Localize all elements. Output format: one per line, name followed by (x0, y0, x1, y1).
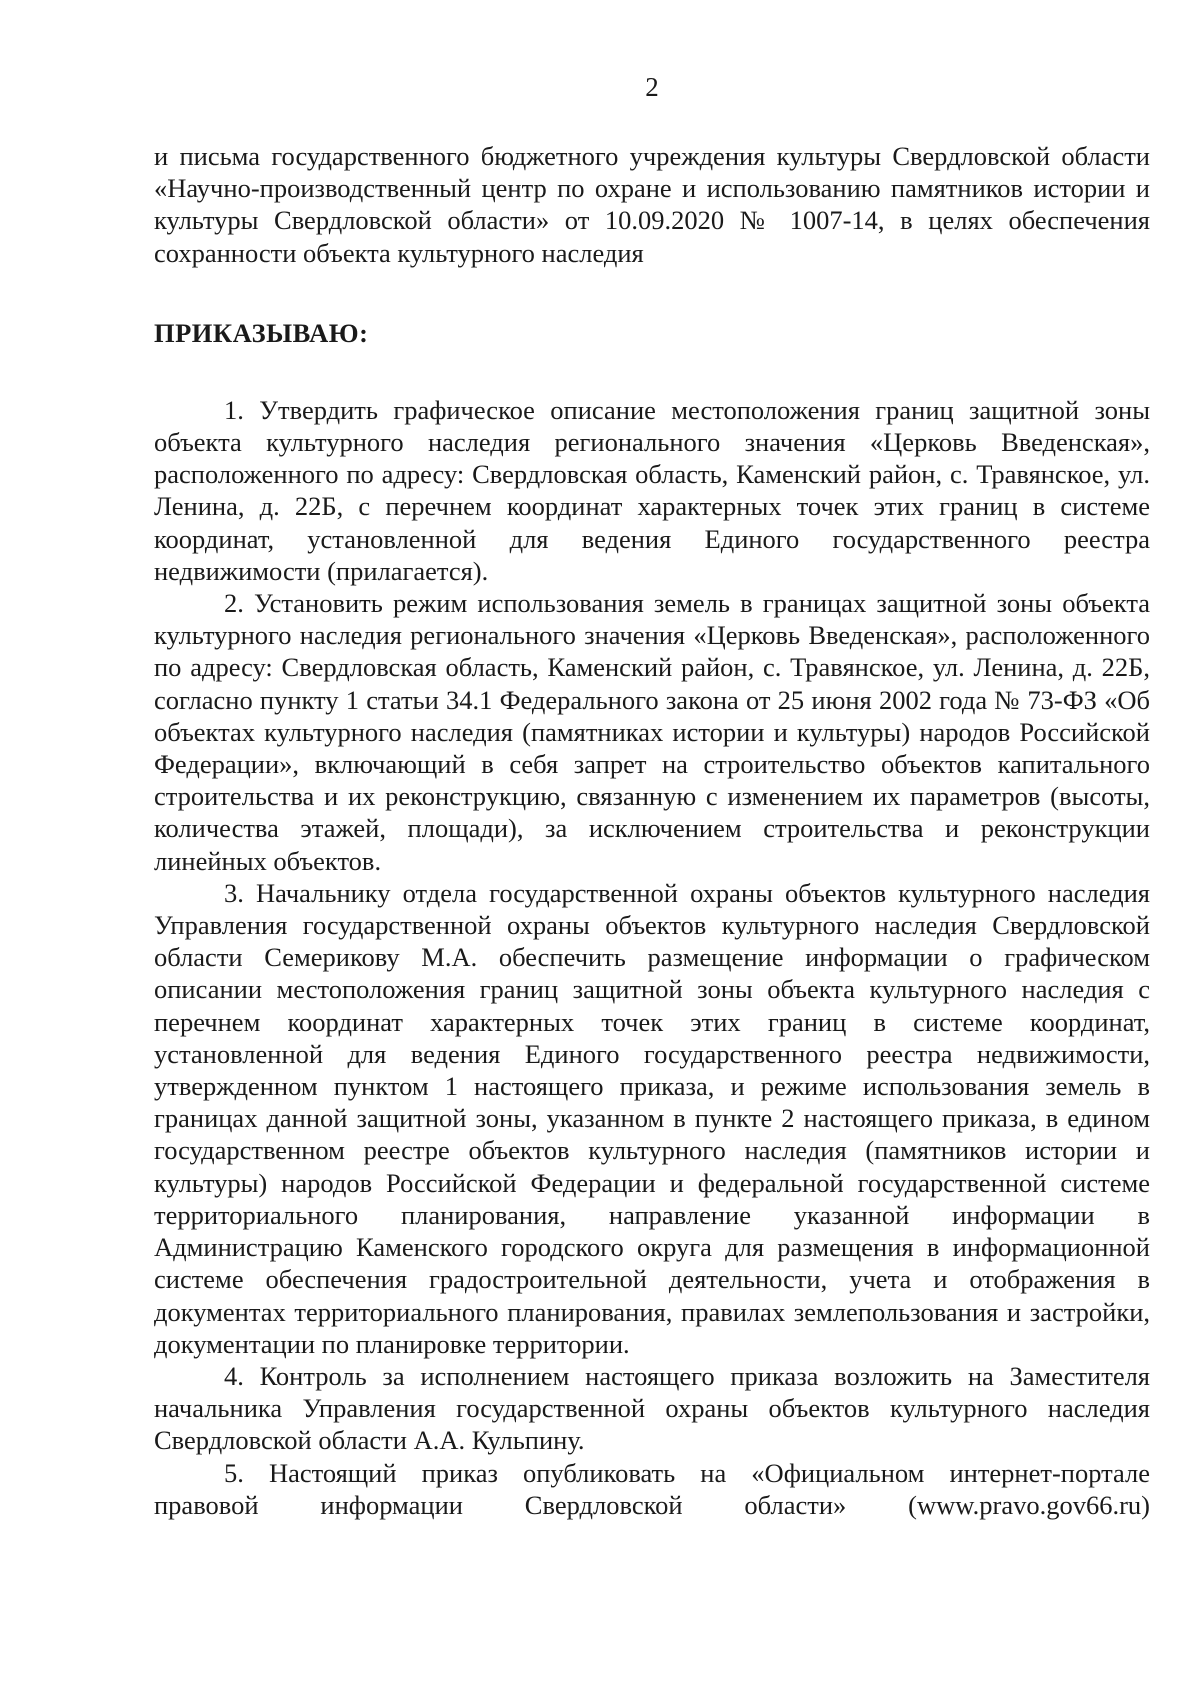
page-number: 2 (645, 72, 659, 102)
document-page (154, 70, 1150, 1521)
order-item-5: 5. Настоящий приказ опубликовать на «Официальном интернет-портале правовой информации Свердловской области» (www.pravo.gov66.ru) (154, 1457, 1150, 1520)
order-item-3: 3. Начальнику отдела государственной охраны объектов культурного наследия Управления государственной охраны объектов культурного наследия Свердловской области Семерикову М.А. обеспечить размещение информации о графическом описании местоположения границ защитной зоны объекта культурного наследия с перечнем координат характерных точек этих границ в системе координат, установленной для ведения Единого государственного реестра недвижимости, утвержденном пунктом 1 настоящего приказа, и режиме использования земель в границах данной защитной зоны, указанном в пункте 2 настоящего приказа, в едином государственном реестре объектов культурного наследия (памятников истории и культуры) народов Российской Федерации и федеральной государственной системе территориального планирования, направление указанной информации в Администрацию Каменского городского округа для размещения в информационной системе обеспечения градостроительной деятельности, учета и отображения в документах территориального планирования, правилах землепользования и застройки, документации по планировке территории. (154, 877, 1150, 1359)
order-heading: ПРИКАЗЫВАЮ: (154, 317, 369, 348)
order-item-1: 1. Утвердить графическое описание местоположения границ защитной зоны объекта культурного наследия регионального значения «Церковь Введенская», расположенного по адресу: Свердловская область, Каменский район, с. Травянское, ул. Ленина, д. 22Б, с перечнем координат характерных точек этих границ в системе координат, установленной для ведения Единого государственного реестра недвижимости (прилагается). (154, 394, 1150, 586)
intro-paragraph: и письма государственного бюджетного учреждения культуры Свердловской области «Научно-производственный центр по охране и использованию памятников истории и культуры Свердловской области» от 10.09.2020 № 1007-14, в целях обеспечения сохранности объекта культурного наследия (154, 141, 1150, 268)
order-item-2: 2. Установить режим использования земель в границах защитной зоны объекта культурного наследия регионального значения «Церковь Введенская», расположенного по адресу: Свердловская область, Каменский район, с. Травянское, ул. Ленина, д. 22Б, согласно пункту 1 статьи 34.1 Федерального закона от 25 июня 2002 года № 73-ФЗ «Об объектах культурного наследия (памятниках истории и культуры) народов Российской Федерации», включающий в себя запрет на строительство объектов капитального строительства и их реконструкцию, связанную с изменением их параметров (высоты, количества этажей, площади), за исключением строительства и реконструкции линейных объектов. (154, 588, 1150, 876)
order-item-4: 4. Контроль за исполнением настоящего приказа возложить на Заместителя начальника Управления государственной охраны объектов культурного наследия Свердловской области А.А. Кульпину. (154, 1360, 1150, 1456)
